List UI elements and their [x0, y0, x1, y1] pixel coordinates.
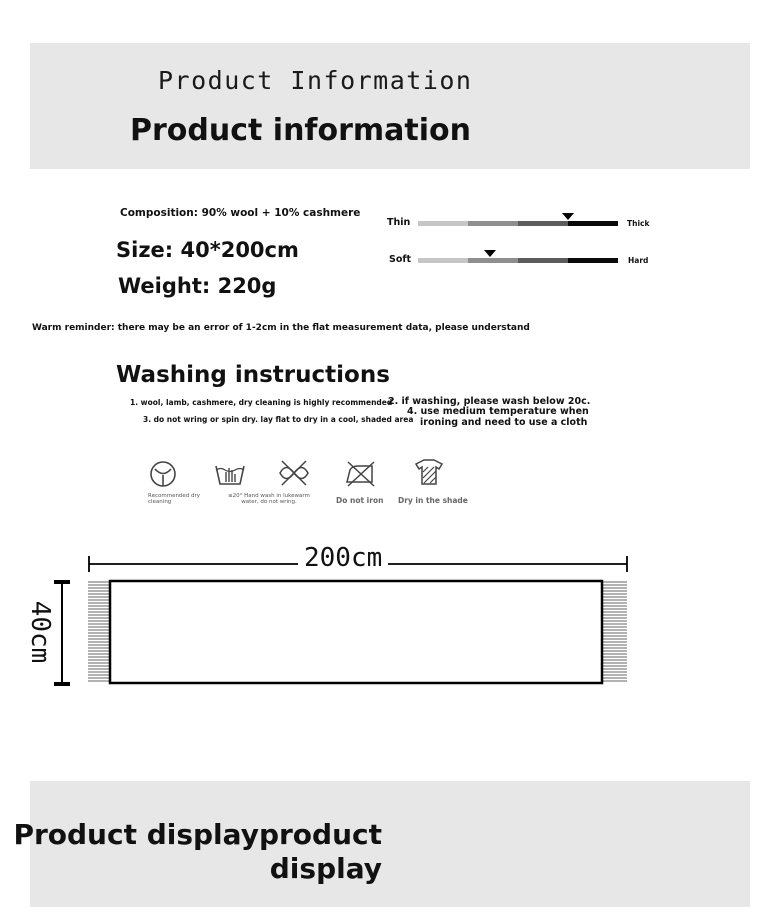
thickness-scale-bar [418, 221, 618, 226]
weight-text: Weight: 220g [118, 274, 277, 298]
header-banner [30, 43, 750, 169]
washing-line-4b: ironing and need to use a cloth [420, 417, 588, 428]
scarf-diagram [0, 540, 780, 700]
washing-line-4a: 4. use medium temperature when [407, 406, 589, 417]
washing-title: Washing instructions [116, 362, 390, 388]
warm-reminder: Warm reminder: there may be an error of 1-2cm in the flat measurement data, please understand [32, 323, 530, 333]
composition-text: Composition: 90% wool + 10% cashmere [120, 207, 361, 219]
do-not-iron-icon [344, 458, 376, 488]
dry-clean-icon [147, 458, 179, 490]
thickness-scale-label: Thin [387, 217, 411, 228]
do-not-iron-caption: Do not iron [336, 496, 384, 505]
dry-in-shade-icon [414, 458, 444, 486]
display-title [0, 818, 382, 885]
thickness-scale-marker [562, 213, 574, 220]
length-label: 200cm [298, 543, 388, 573]
display-title-line-1: Product displayproduct [13, 818, 382, 851]
hand-wash-icon [213, 458, 247, 488]
dry-clean-caption: Recommended dry cleaning [148, 493, 201, 506]
display-title-line-2: display [269, 851, 382, 885]
page-title: Product information [130, 113, 471, 148]
do-not-wring-icon [276, 458, 312, 488]
dry-in-shade-caption: Dry in the shade [398, 496, 468, 505]
softness-scale-marker [484, 250, 496, 257]
softness-scale-bar [418, 258, 618, 263]
softness-scale-label: Soft [389, 254, 412, 265]
hand-wash-caption: ≤20° Hand wash in lukewarm water, do not wring. [228, 493, 310, 506]
washing-line-3: 3. do not wring or spin dry. lay flat to dry in a cool, shaded area [143, 415, 414, 424]
thickness-scale-end: Thick [627, 219, 650, 228]
size-text: Size: 40*200cm [116, 238, 299, 262]
softness-scale-end: Hard [628, 256, 649, 265]
width-label: 40cm [25, 600, 55, 664]
page-title-mono: Product Information [158, 66, 473, 95]
washing-line-2: 2. if washing, please wash below 20c. [388, 396, 591, 407]
washing-line-1: 1. wool, lamb, cashmere, dry cleaning is highly recommended [130, 398, 393, 407]
